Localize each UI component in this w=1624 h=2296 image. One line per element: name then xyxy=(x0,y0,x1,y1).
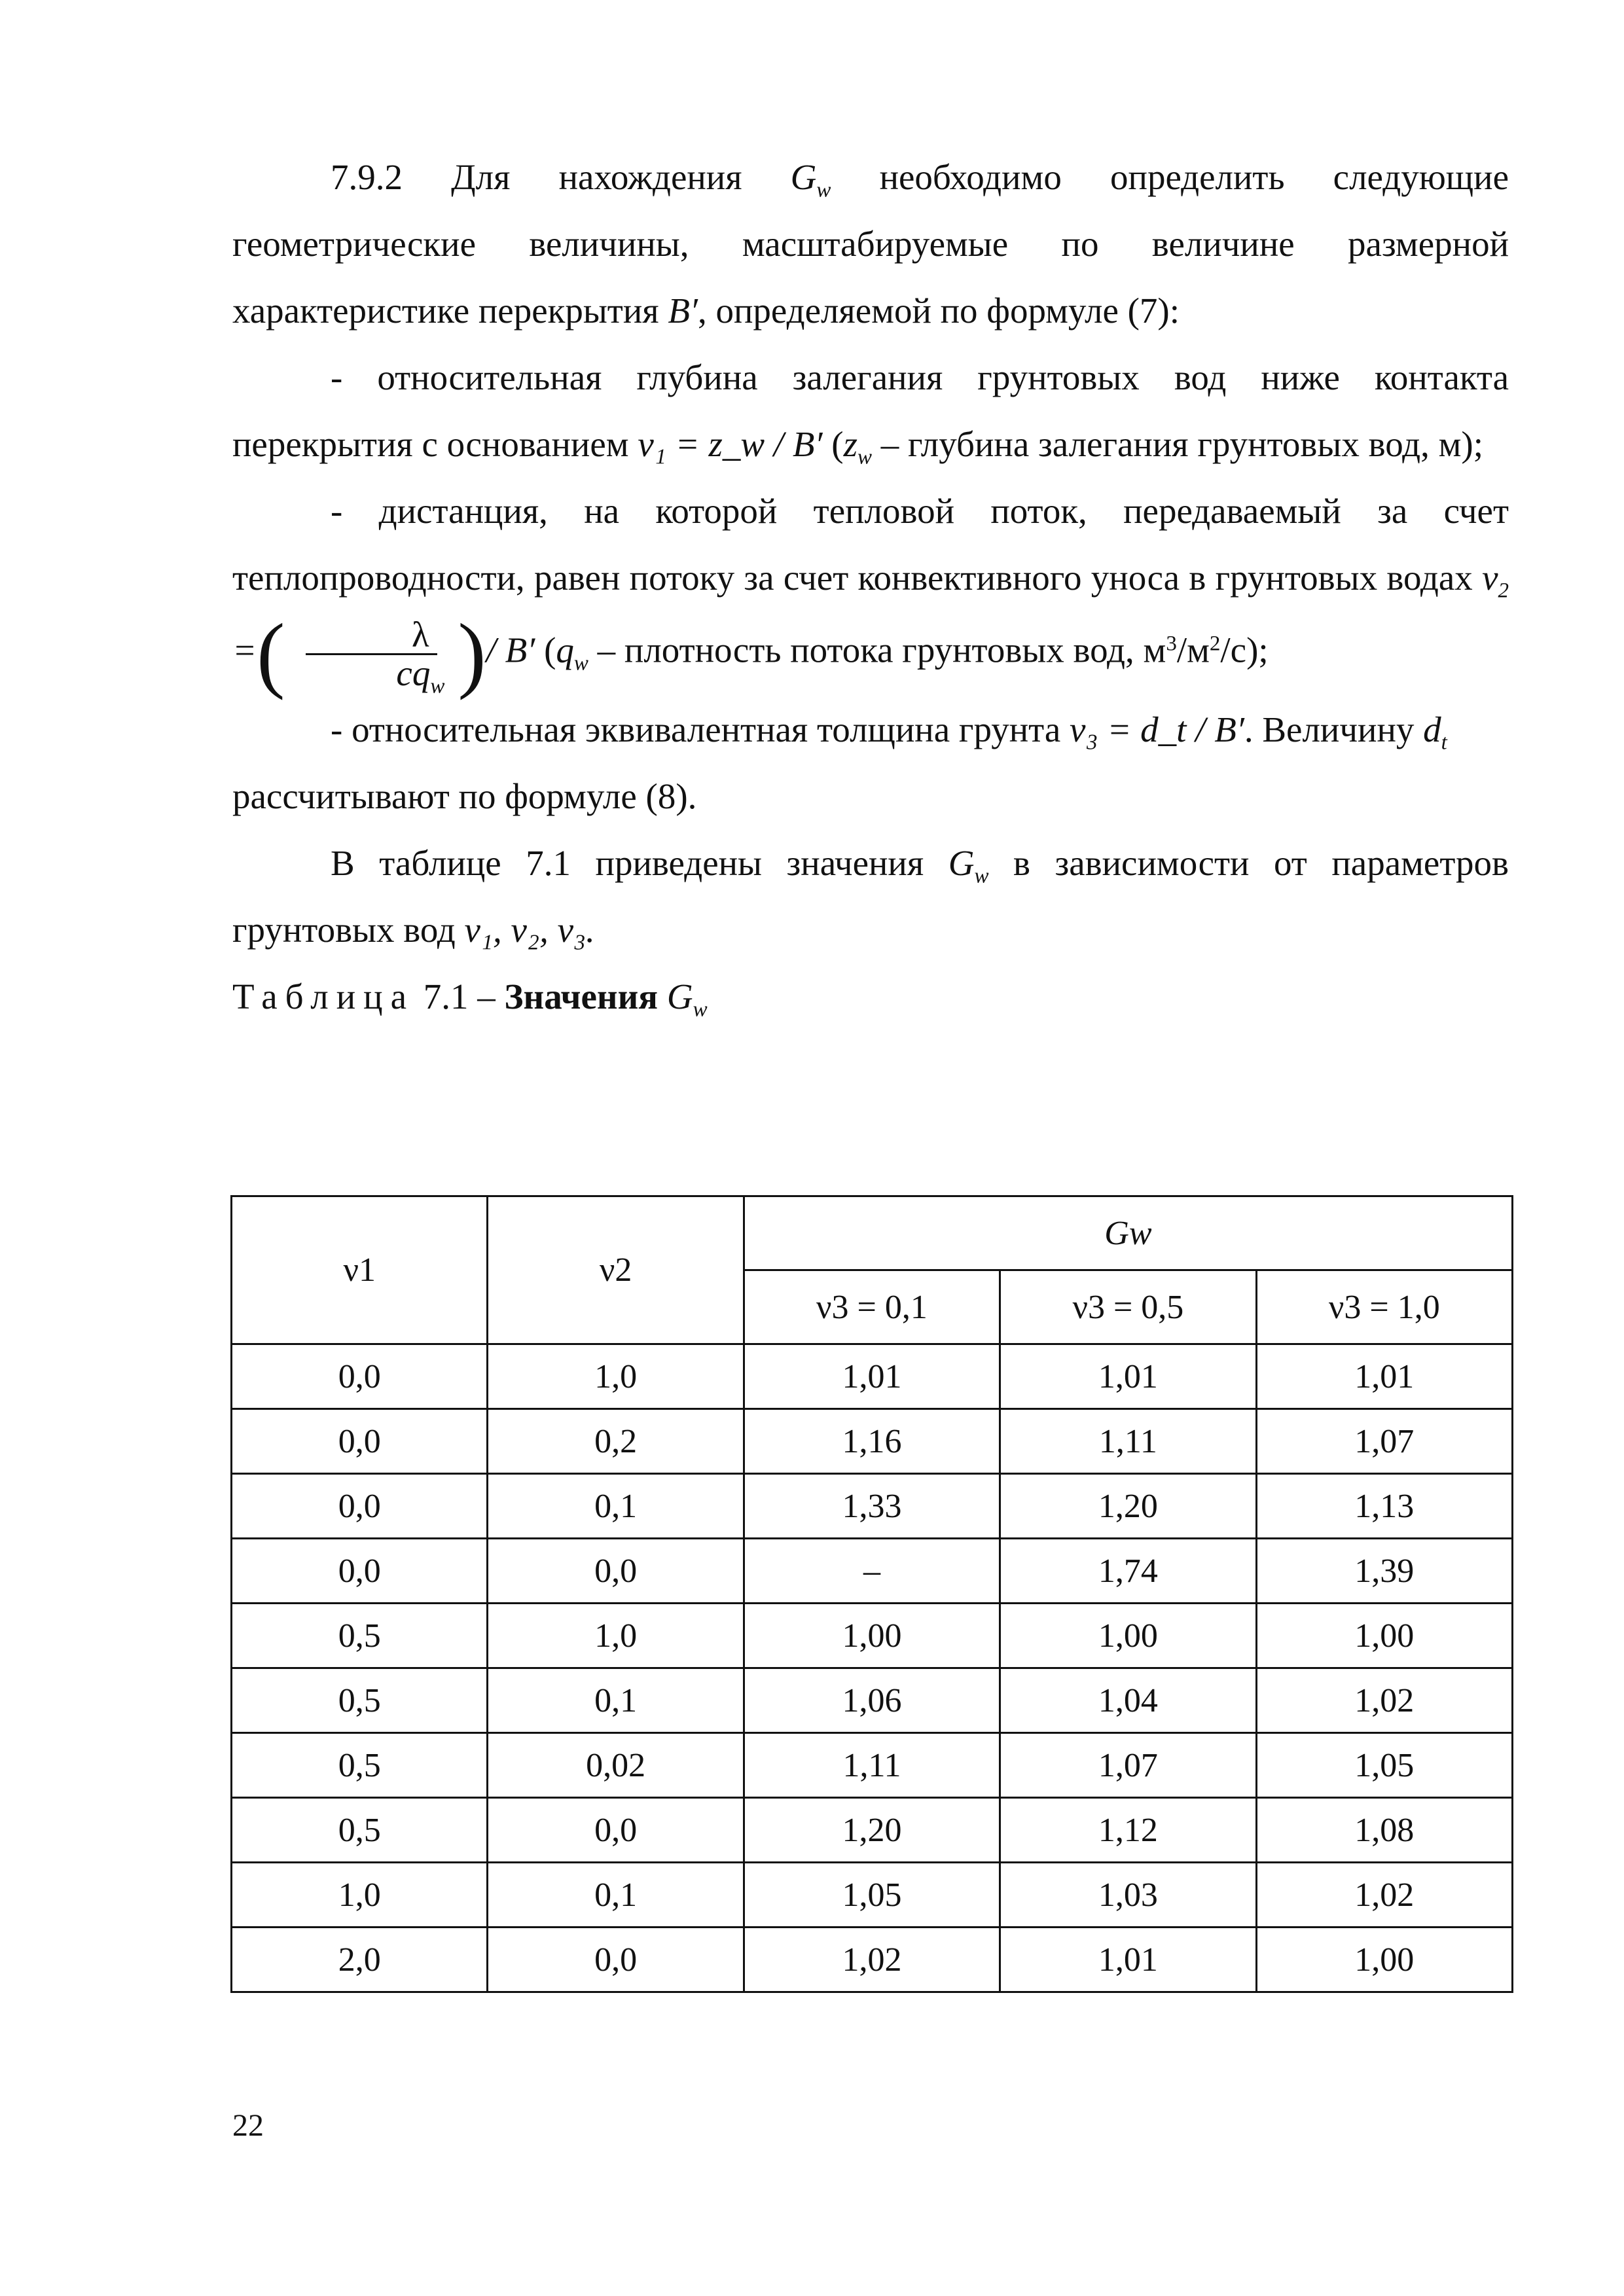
header-nu3-col-1: ν3 = 0,5 xyxy=(1000,1270,1256,1344)
table-cell: 2,0 xyxy=(232,1928,488,1992)
formula-nu1: ν₁ = z_w / B′ xyxy=(638,424,823,464)
table-cell: 1,00 xyxy=(1256,1928,1512,1992)
table-cell: 1,11 xyxy=(1000,1409,1256,1474)
table-cell: 0,5 xyxy=(232,1733,488,1798)
fraction-lambda-cqw: $\frac{\lambda}{cq_w}$ xyxy=(290,617,452,692)
table-cell: 0,1 xyxy=(488,1668,744,1733)
table-cell: 1,16 xyxy=(744,1409,1000,1474)
table-body xyxy=(232,1344,1513,1992)
params-list: ν₁, ν₂, ν₃. xyxy=(464,910,595,950)
table-row xyxy=(232,1733,1513,1798)
header-nu2: ν2 xyxy=(488,1196,744,1344)
table-cell: 0,0 xyxy=(232,1474,488,1539)
table-cell: 1,08 xyxy=(1256,1798,1512,1863)
table-row xyxy=(232,1344,1513,1409)
item1-text: - относительная глубина залегания грунтовых вод ниже контакта перекрытия с основанием xyxy=(232,357,1509,464)
item1-note: – глубина залегания грунтовых вод, м); xyxy=(871,424,1483,464)
caption-word: Таблица xyxy=(232,977,414,1016)
right-paren: ) xyxy=(458,607,486,701)
table-cell: 1,05 xyxy=(1256,1733,1512,1798)
table-cell: 0,0 xyxy=(232,1409,488,1474)
symbol-gw: $G_w$ xyxy=(790,157,831,202)
para1-mid: необходимо определить следующие геометрические величины, масштабируемые по величине размерной характеристике перекрытия xyxy=(232,157,1509,331)
table-cell: 1,11 xyxy=(744,1733,1000,1798)
page-number: 22 xyxy=(232,2108,264,2143)
table-cell: – xyxy=(744,1539,1000,1604)
table-cell: 1,12 xyxy=(1000,1798,1256,1863)
para2-mid: в зависимости от параметров грунтовых вод xyxy=(232,843,1509,950)
table-cell: 1,03 xyxy=(1000,1863,1256,1928)
para1-lead: Для нахождения xyxy=(451,157,742,197)
table-cell: 0,02 xyxy=(488,1733,744,1798)
table-cell: 1,33 xyxy=(744,1474,1000,1539)
table-cell: 1,07 xyxy=(1256,1409,1512,1474)
symbol-b-prime: B′ xyxy=(668,291,698,331)
table-cell: 0,0 xyxy=(488,1928,744,1992)
table-cell: 1,20 xyxy=(1000,1474,1256,1539)
table-row xyxy=(232,1928,1513,1992)
symbol-dt: $d_t$ xyxy=(1423,709,1447,755)
item-heat-distance: - дистанция, на которой тепловой поток, передаваемый за счет теплопроводности, равен потоку за счет конвективного уноса в грунтовых водах $\nu_2$ =( $\frac{\lambda}{cq_w}$ )/ B′ ($q_w$ – плотность потока грунтовых вод, $м^3/м^2/с$); xyxy=(232,491,1509,701)
table-row xyxy=(232,1668,1513,1733)
table-cell: 1,13 xyxy=(1256,1474,1512,1539)
table-cell: 0,0 xyxy=(232,1344,488,1409)
table-cell: 1,05 xyxy=(744,1863,1000,1928)
table-cell: 1,00 xyxy=(1000,1604,1256,1668)
header-gw: Gw xyxy=(744,1196,1512,1270)
table-cell: 0,0 xyxy=(232,1539,488,1604)
document-body xyxy=(232,144,1509,1026)
table-row xyxy=(232,1604,1513,1668)
table-cell: 0,0 xyxy=(488,1798,744,1863)
header-nu1: ν1 xyxy=(232,1196,488,1344)
table-cell: 0,5 xyxy=(232,1668,488,1733)
table-cell: 1,01 xyxy=(1256,1344,1512,1409)
table-row xyxy=(232,1798,1513,1863)
symbol-gw-3: $G_w$ xyxy=(666,977,708,1022)
caption-bold: Значения xyxy=(504,977,659,1016)
table-cell: 0,5 xyxy=(232,1604,488,1668)
table-row xyxy=(232,1409,1513,1474)
table-cell: 1,00 xyxy=(744,1604,1000,1668)
gw-values-table xyxy=(230,1195,1513,1993)
para1-tail: , определяемой по формуле (7): xyxy=(697,291,1180,331)
section-number: 7.9.2 xyxy=(331,157,403,197)
table-cell: 0,1 xyxy=(488,1474,744,1539)
table-cell: 1,39 xyxy=(1256,1539,1512,1604)
table-cell: 1,02 xyxy=(744,1928,1000,1992)
table-cell: 1,20 xyxy=(744,1798,1000,1863)
table-cell: 0,2 xyxy=(488,1409,744,1474)
table-cell: 0,1 xyxy=(488,1863,744,1928)
formula-nu3: ν₃ = d_t / B′ xyxy=(1070,709,1244,749)
table-cell: 1,00 xyxy=(1256,1604,1512,1668)
table-cell: 1,01 xyxy=(1000,1928,1256,1992)
formula-nu2: $\nu_2$ = xyxy=(232,558,1509,670)
item2-note: – плотность потока грунтовых вод, м xyxy=(588,630,1166,670)
paragraph-table-intro xyxy=(232,830,1509,963)
item3-continuation: рассчитывают по формуле (8). xyxy=(232,776,697,816)
table-cell: 1,02 xyxy=(1256,1668,1512,1733)
table-cell: 1,01 xyxy=(1000,1344,1256,1409)
table-cell: 0,0 xyxy=(488,1539,744,1604)
table-cell: 1,0 xyxy=(488,1604,744,1668)
symbol-qw: $q_w$ xyxy=(556,630,588,675)
over-b-prime: / B′ xyxy=(486,630,535,670)
item-groundwater-depth: - относительная глубина залегания грунтовых вод ниже контакта перекрытия с основанием ν₁ = z_w / B′ ($z_w$ – глубина залегания грунтовых вод, м); xyxy=(232,357,1509,469)
item-soil-thickness xyxy=(232,696,1509,763)
table-row xyxy=(232,1539,1513,1604)
para2-lead: В таблице 7.1 приведены значения xyxy=(331,843,924,883)
table-cell: 0,5 xyxy=(232,1798,488,1863)
table-cell: 1,0 xyxy=(232,1863,488,1928)
table-row xyxy=(232,1863,1513,1928)
table-cell: 1,04 xyxy=(1000,1668,1256,1733)
item2-text: - дистанция, на которой тепловой поток, передаваемый за счет теплопроводности, равен потоку за счет конвективного уноса в грунтовых водах xyxy=(232,491,1509,598)
item3-after: . Величину xyxy=(1244,709,1415,749)
table-cell: 1,74 xyxy=(1000,1539,1256,1604)
table-cell: 1,01 xyxy=(744,1344,1000,1409)
item3-text: - относительная эквивалентная толщина грунта xyxy=(331,709,1061,749)
table-cell: 1,07 xyxy=(1000,1733,1256,1798)
header-nu3-col-0: ν3 = 0,1 xyxy=(744,1270,1000,1344)
table-caption xyxy=(232,967,1509,1026)
table-row xyxy=(232,1474,1513,1539)
table-cell: 1,06 xyxy=(744,1668,1000,1733)
symbol-gw-2: $G_w$ xyxy=(948,843,989,888)
header-nu3-col-2: ν3 = 1,0 xyxy=(1256,1270,1512,1344)
caption-number: 7.1 – xyxy=(414,977,505,1016)
symbol-zw: $z_w$ xyxy=(843,424,872,469)
table-cell: 1,02 xyxy=(1256,1863,1512,1928)
paragraph-7-9-2 xyxy=(232,144,1509,344)
table-cell: 1,0 xyxy=(488,1344,744,1409)
left-paren: ( xyxy=(257,607,285,701)
